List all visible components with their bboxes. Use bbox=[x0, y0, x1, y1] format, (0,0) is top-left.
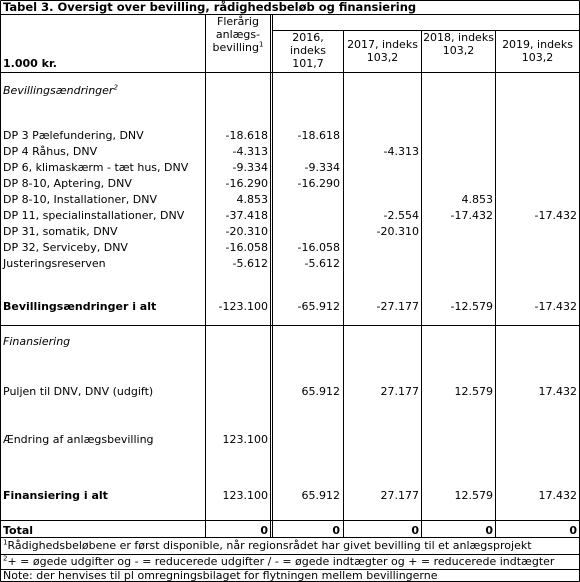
cell-value: -2.554 bbox=[383, 209, 419, 222]
cell-value: 0 bbox=[332, 524, 340, 537]
row-label: DP 31, somatik, DNV bbox=[3, 225, 118, 238]
cell-value: 27.177 bbox=[380, 385, 419, 398]
cell-value: 123.100 bbox=[222, 489, 268, 502]
row-label: Bevillingsændringer i alt bbox=[3, 300, 157, 313]
row-label: DP 6, klimaskærm - tæt hus, DNV bbox=[3, 161, 189, 174]
column-header-2016: 2016, indeks 101,7 bbox=[290, 31, 326, 70]
cell-value: -17.432 bbox=[534, 209, 577, 222]
cell-value: 0 bbox=[260, 524, 268, 537]
footnote-1: $^1$Rådighedsbeløbene er først disponible, når regionsrådet har givet bevilling til et anlægsprojekt bbox=[3, 538, 532, 552]
column-header-2017: 2017, indeks 103,2 bbox=[347, 38, 418, 64]
column-header-2018: 2018, indeks 103,2 bbox=[423, 31, 494, 57]
cell-value: 17.432 bbox=[538, 385, 577, 398]
cell-value: -16.058 bbox=[225, 241, 268, 254]
column-header-2019: 2019, indeks 103,2 bbox=[502, 38, 573, 64]
cell-value: 12.579 bbox=[454, 489, 493, 502]
cell-value: 12.579 bbox=[454, 385, 493, 398]
cell-value: -9.334 bbox=[232, 161, 268, 174]
cell-value: 0 bbox=[411, 524, 419, 537]
row-label: DP 8-10, Installationer, DNV bbox=[3, 193, 157, 206]
cell-value: -18.618 bbox=[297, 129, 340, 142]
cell-value: -4.313 bbox=[232, 145, 268, 158]
row-label: Total bbox=[3, 524, 34, 537]
row-label: DP 4 Råhus, DNV bbox=[3, 145, 98, 158]
cell-value: -16.058 bbox=[297, 241, 340, 254]
cell-value: -9.334 bbox=[304, 161, 340, 174]
row-label: Ændring af anlægsbevilling bbox=[3, 433, 154, 446]
row-label: DP 32, Serviceby, DNV bbox=[3, 241, 128, 254]
cell-value: -16.290 bbox=[225, 177, 268, 190]
cell-value: -18.618 bbox=[225, 129, 268, 142]
cell-value: 4.853 bbox=[236, 193, 268, 206]
cell-value: -123.100 bbox=[218, 300, 268, 313]
row-label: Justeringsreserven bbox=[3, 257, 106, 270]
cell-value: 17.432 bbox=[538, 489, 577, 502]
cell-value: 123.100 bbox=[222, 433, 268, 446]
unit-label: 1.000 kr. bbox=[3, 57, 57, 70]
row-label: DP 3 Pælefundering, DNV bbox=[3, 129, 144, 142]
cell-value: -17.432 bbox=[534, 300, 577, 313]
section-heading-bevillingsaendringer: Bevillingsændringer$^2$ bbox=[3, 83, 118, 97]
footnote-note: Note: der henvises til pl omregningsbilaget for flytningen mellem bevillingerne bbox=[3, 569, 438, 582]
cell-value: -20.310 bbox=[376, 225, 419, 238]
cell-value: -5.612 bbox=[232, 257, 268, 270]
cell-value: 65.912 bbox=[301, 385, 340, 398]
cell-value: 4.853 bbox=[461, 193, 493, 206]
row-label: DP 8-10, Aptering, DNV bbox=[3, 177, 132, 190]
cell-value: -65.912 bbox=[297, 300, 340, 313]
cell-value: 0 bbox=[569, 524, 577, 537]
cell-value: 65.912 bbox=[301, 489, 340, 502]
cell-value: -37.418 bbox=[225, 209, 268, 222]
row-label: DP 11, specialinstallationer, DNV bbox=[3, 209, 185, 222]
row-label: Finansiering i alt bbox=[3, 489, 108, 502]
cell-value: -17.432 bbox=[450, 209, 493, 222]
cell-value: -12.579 bbox=[450, 300, 493, 313]
cell-value: -20.310 bbox=[225, 225, 268, 238]
row-label: Puljen til DNV, DNV (udgift) bbox=[3, 385, 154, 398]
footnote-2: $^2$+ = øgede udgifter og - = reducerede udgifter / - = øgede indtægter og + = reducerede indtægter bbox=[3, 554, 555, 568]
cell-value: -5.612 bbox=[304, 257, 340, 270]
cell-value: -4.313 bbox=[383, 145, 419, 158]
table-title: Tabel 3. Oversigt over bevilling, rådighedsbeløb og finansiering bbox=[3, 0, 417, 14]
cell-value: 0 bbox=[485, 524, 493, 537]
section-heading-finansiering: Finansiering bbox=[3, 335, 71, 348]
cell-value: -16.290 bbox=[297, 177, 340, 190]
cell-value: -27.177 bbox=[376, 300, 419, 313]
column-header-flerarig: Flerårig anlægs-bevilling$^1$ bbox=[212, 15, 264, 54]
cell-value: 27.177 bbox=[380, 489, 419, 502]
